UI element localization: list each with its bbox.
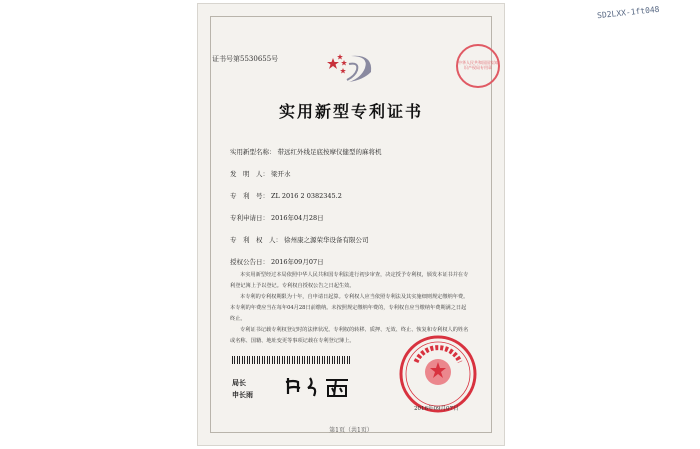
field-label: 专利申请日： [230,214,269,222]
field-label: 实用新型名称： [230,148,276,156]
body-paragraph: 专利证书记载专利权登记时的法律状况。专利权的转移、质押、无效、终止、恢复和专利权人的姓名或名称、国籍、地址变更等事项记载在专利登记簿上。 [230,327,469,344]
patent-office-emblem-icon [325,50,375,88]
certificate-number: 证书号第5530655号 [212,55,279,63]
field-application-date [230,213,324,222]
signer-title: 局长 [232,378,246,387]
field-patent-number [230,191,342,200]
signer-name: 申长雨 [232,390,253,399]
field-label: 发 明 人： [230,170,269,178]
field-grant-date [230,257,324,266]
seal-date: 2016年09月07日 [414,406,459,412]
handwritten-signature [284,372,364,400]
field-value: ZL 2016 2 0382345.2 [271,192,342,200]
certificate-page [198,4,504,445]
official-seal [398,334,478,414]
field-label: 授权公告日： [230,258,269,266]
field-value: 带远红外线足底按摩仪健型的麻将机 [277,148,382,156]
field-label: 专 利 号： [230,192,269,200]
barcode [232,356,350,364]
certificate-title: 实用新型专利证书 [278,102,423,121]
top-seal [456,44,500,88]
field-patentee [230,235,369,244]
field-value: 梁开水 [271,170,291,178]
field-label: 专 利 权 人： [230,236,282,244]
top-seal-text: 中华人民共和国国家知识产权局专用章 [458,60,498,70]
field-utility-name [230,147,382,156]
body-paragraph: 本专利的专利权期限为十年，自申请日起算。专利权人应当依照专利法及其实施细则规定缴纳年费。本专利的年费应当在每年04月28日前缴纳。未按照规定缴纳年费的，专利权自应当缴纳年费期满之日起终止。 [230,294,469,322]
field-value: 2016年09月07日 [271,258,324,266]
page-number: 第1页（共1页） [329,427,373,434]
field-value: 徐州康之源荣华设备有限公司 [284,236,369,244]
handwritten-note: SD2LXX-1ft048 [596,4,660,21]
body-paragraph: 本实用新型经过本局依照中华人民共和国专利法进行初步审查，决定授予专利权，颁发本证书并在专利登记簿上予以登记。专利权自授权公告之日起生效。 [230,272,469,289]
field-inventor [230,169,291,178]
field-value: 2016年04月28日 [271,214,324,222]
